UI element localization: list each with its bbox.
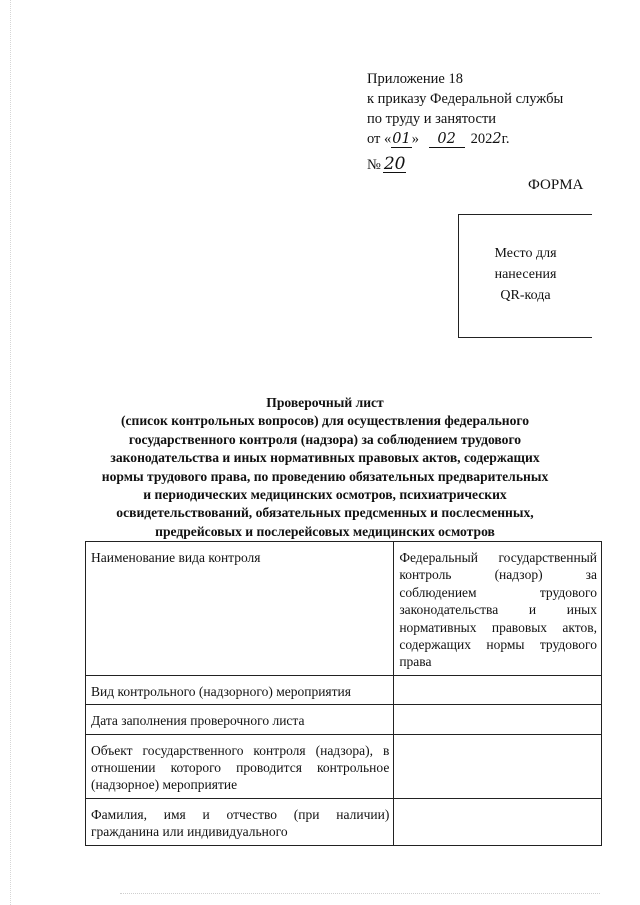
- table-row: [86, 542, 602, 676]
- date-suffix: г.: [501, 131, 510, 147]
- date-year-prefix: 202: [470, 131, 493, 147]
- row-label-control-object: Объект государственного контроля (надзора), в отношении которого проводится контрольное (надзорное) мероприятие: [86, 734, 394, 798]
- scan-edge-left: [10, 0, 11, 905]
- table-row: [86, 675, 602, 704]
- title-line-3: государственного контроля (надзора) за соблюдением трудового: [128, 431, 522, 447]
- row-value-fill-date[interactable]: [394, 705, 602, 734]
- document-title: [60, 394, 590, 541]
- date-day-handwritten: 01: [392, 131, 411, 147]
- appendix-block: [367, 69, 563, 175]
- forma-label: ФОРМА: [528, 177, 584, 193]
- appendix-line-2: к приказу Федеральной службы: [367, 91, 564, 107]
- qr-line-3: QR-кода: [500, 288, 551, 303]
- title-line-7: освидетельствований, обязательных предсменных и послесменных,: [116, 505, 534, 521]
- appendix-line-1: Приложение 18: [367, 71, 463, 87]
- title-line-2: (список контрольных вопросов) для осуществления федерального: [120, 413, 530, 429]
- date-prefix: от «: [367, 131, 392, 147]
- number-value-handwritten: 20: [383, 154, 406, 174]
- appendix-number-line: [367, 155, 563, 175]
- number-prefix: №: [367, 157, 381, 173]
- title-line-5: нормы трудового права, по проведению обязательных предварительных: [101, 468, 549, 484]
- control-info-table: [85, 541, 602, 846]
- title-line-6: и периодических медицинских осмотров, психиатрических: [143, 487, 507, 503]
- table-row: [86, 798, 602, 845]
- date-mid: »: [411, 131, 419, 147]
- row-value-event-type[interactable]: [394, 675, 602, 704]
- title-line-4: законодательства и иных нормативных правовых актов, содержащих: [110, 450, 540, 466]
- row-value-control-type: Федеральный государственный контроль (надзор) за соблюдением трудового законодательства и иных нормативных правовых актов, содержащих нормы трудового права: [394, 542, 602, 676]
- title-line-1: Проверочный лист: [266, 395, 384, 410]
- appendix-line-3: по труду и занятости: [367, 111, 497, 127]
- table-row: [86, 705, 602, 734]
- qr-line-2: нанесения: [494, 267, 557, 282]
- title-line-8: предрейсовых и послерейсовых медицинских осмотров: [155, 523, 495, 539]
- date-month-handwritten: 02: [429, 131, 465, 148]
- qr-line-1: Место для: [494, 246, 557, 261]
- table-row: [86, 734, 602, 798]
- row-label-event-type: Вид контрольного (надзорного) мероприятия: [86, 675, 394, 704]
- appendix-date-line: [367, 129, 563, 149]
- row-value-person-name[interactable]: [394, 798, 602, 845]
- qr-code-placeholder: [458, 214, 592, 338]
- date-year-last-handwritten: 2: [492, 131, 502, 147]
- qr-placeholder-text: [459, 243, 592, 306]
- row-label-control-type: Наименование вида контроля: [86, 542, 394, 676]
- row-label-person-name: Фамилия, имя и отчество (при наличии) гражданина или индивидуального: [86, 798, 394, 845]
- row-label-fill-date: Дата заполнения проверочного листа: [86, 705, 394, 734]
- row-value-control-object[interactable]: [394, 734, 602, 798]
- scan-edge-bottom: [120, 893, 600, 894]
